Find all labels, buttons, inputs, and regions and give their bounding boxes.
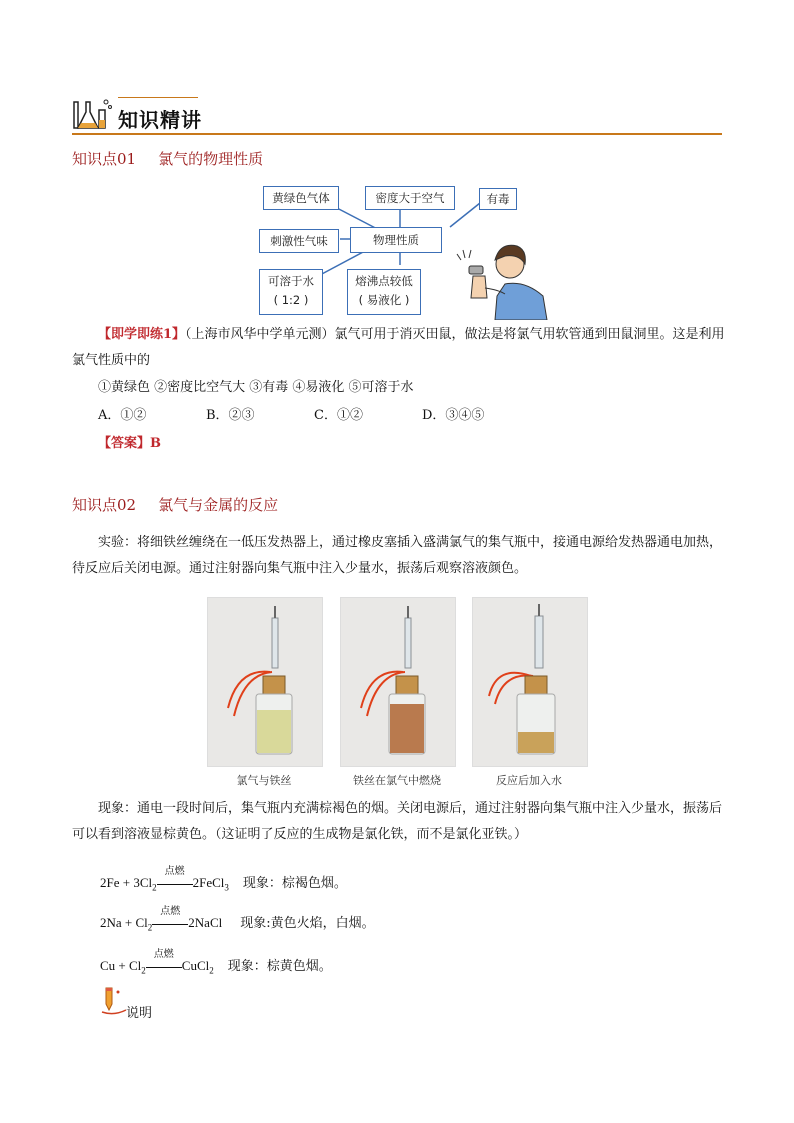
caption-3: 反应后加入水 bbox=[496, 774, 562, 787]
answer-line bbox=[98, 432, 161, 451]
option-c: C．①② bbox=[314, 408, 363, 423]
phenomenon-text: 现象：通电一段时间后，集气瓶内充满棕褐色的烟。关闭电源后，通过注射器向集气瓶中注入少量水，振荡后可以看到溶液显棕黄色。（这证明了反应的生成物是氯化铁，而不是氯化亚铁。） bbox=[72, 801, 723, 842]
diagram-node-density: 密度大于空气 bbox=[365, 186, 455, 210]
answer-value: B bbox=[150, 436, 162, 451]
kp1-label: 知识点01 bbox=[72, 150, 137, 168]
title-rule-top bbox=[118, 97, 198, 98]
eq2-note: 现象:黄色火焰，白烟。 bbox=[240, 916, 375, 931]
kp2-title: 氯气与金属的反应 bbox=[158, 496, 279, 514]
pencil-note-icon bbox=[100, 986, 128, 1016]
soluble-line2: ( 1:2 ) bbox=[273, 293, 309, 307]
option-b: B．②③ bbox=[206, 408, 255, 423]
eq3-right: CuCl bbox=[181, 958, 210, 973]
title-rule bbox=[72, 133, 722, 135]
bottle-illustration-2 bbox=[341, 598, 455, 766]
note-label: 说明 bbox=[126, 1006, 153, 1021]
boiling-line2: ( 易液化 ) bbox=[358, 293, 410, 307]
eq2-cond-text: 点燃 bbox=[160, 906, 181, 917]
chemistry-flask-icon bbox=[72, 96, 114, 132]
kp1-title: 氯气的物理性质 bbox=[158, 150, 264, 168]
answer-tag: 【答案】 bbox=[98, 436, 151, 451]
photo-after-water bbox=[472, 597, 588, 767]
eq3-note: 现象：棕黄色烟。 bbox=[227, 959, 332, 974]
bottle-illustration-1 bbox=[208, 598, 322, 766]
diagram-node-toxic: 有毒 bbox=[479, 188, 517, 210]
diagram-node-soluble bbox=[259, 269, 323, 315]
equation-fe bbox=[100, 866, 347, 893]
caption-2: 铁丝在氯气中燃烧 bbox=[353, 774, 441, 787]
eq1-note: 现象：棕褐色烟。 bbox=[242, 876, 347, 891]
equation-cu bbox=[100, 949, 332, 976]
eq2-left-sub: 2 bbox=[147, 922, 153, 933]
eq1-right: 2FeCl bbox=[192, 875, 225, 890]
diagram-node-odor: 刺激性气味 bbox=[259, 229, 339, 253]
exercise-properties: ①黄绿色 ②密度比空气大 ③有毒 ④易液化 ⑤可溶于水 bbox=[98, 380, 414, 395]
eq2-right: 2NaCl bbox=[188, 915, 223, 930]
eq1-right-sub: 3 bbox=[224, 882, 229, 893]
caption-1: 氯气与铁丝 bbox=[236, 774, 292, 787]
exercise-1 bbox=[72, 322, 727, 374]
eq1-condition bbox=[157, 866, 193, 891]
photo-chlorine-iron bbox=[207, 597, 323, 767]
eq2-condition bbox=[152, 906, 188, 931]
eq1-left-sub: 2 bbox=[152, 882, 157, 893]
soluble-line1: 可溶于水 bbox=[268, 274, 314, 288]
eq1-left: 2Fe + 3Cl bbox=[100, 875, 153, 890]
exercise-text: （上海市风华中学单元测）氯气可用于消灭田鼠，做法是将氯气用软管通到田鼠洞里。这是利用氯气性质中的 bbox=[72, 327, 725, 368]
option-a: A．①② bbox=[98, 408, 147, 423]
eq3-condition bbox=[146, 949, 182, 974]
eq1-cond-text: 点燃 bbox=[164, 866, 185, 877]
experiment-text: 实验：将细铁丝缠绕在一低压发热器上，通过橡皮塞插入盛满氯气的集气瓶中，接通电源给发热器通电加热，待反应后关闭电源。通过注射器向集气瓶中注入少量水，振荡后观察溶液颜色。 bbox=[72, 535, 723, 576]
kp2-label: 知识点02 bbox=[72, 496, 137, 514]
option-d: D．③④⑤ bbox=[422, 408, 485, 423]
photo-iron-burning bbox=[340, 597, 456, 767]
section-title: 知识精讲 bbox=[118, 108, 202, 132]
eq3-left: Cu + Cl bbox=[100, 958, 142, 973]
diagram-node-center: 物理性质 bbox=[350, 227, 442, 253]
eq3-left-sub: 2 bbox=[141, 965, 146, 976]
bottle-illustration-3 bbox=[473, 598, 587, 766]
boiling-line1: 熔沸点较低 bbox=[355, 274, 413, 288]
exercise-tag: 【即学即练1】 bbox=[98, 327, 186, 342]
equation-na bbox=[100, 906, 375, 933]
eq3-cond-text: 点燃 bbox=[153, 949, 174, 960]
diagram-node-color: 黄绿色气体 bbox=[263, 186, 339, 210]
diagram-node-boiling bbox=[347, 269, 421, 315]
eq3-right-sub: 2 bbox=[209, 965, 214, 976]
knowledge-point-1-heading bbox=[72, 148, 263, 169]
knowledge-point-2-heading bbox=[72, 494, 278, 515]
smelling-person-illustration bbox=[455, 236, 550, 320]
eq2-left: 2Na + Cl bbox=[100, 915, 148, 930]
